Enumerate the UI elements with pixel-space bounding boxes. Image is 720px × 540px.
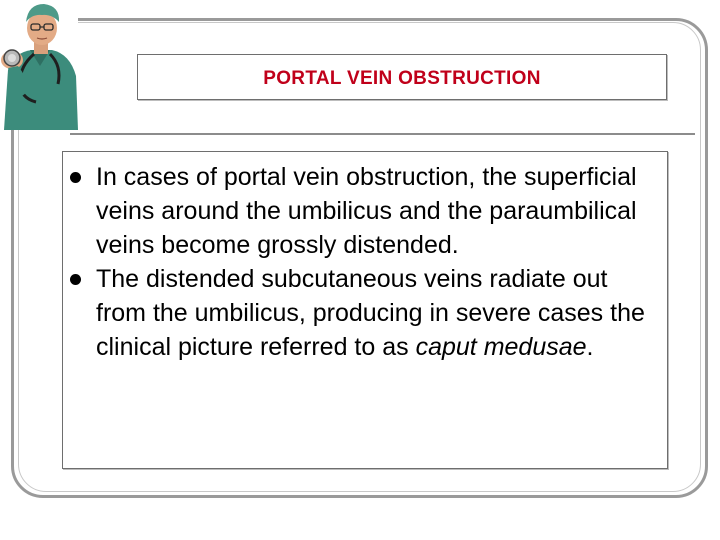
content-box — [62, 151, 668, 469]
bullet-dot-icon — [70, 172, 81, 183]
bullet-italic-term: caput medusae — [415, 333, 587, 361]
bullet-item — [63, 160, 663, 262]
doctor-with-stethoscope-icon — [0, 0, 80, 130]
bullet-item — [63, 262, 663, 364]
bullet-dot-icon — [70, 274, 81, 285]
bullet-text: In cases of portal vein obstruction, the superficial veins around the umbilicus and the paraumbilical veins become grossly distended. — [96, 163, 637, 259]
slide-title: PORTAL VEIN OBSTRUCTION — [263, 68, 541, 89]
title-box — [137, 54, 667, 100]
bullet-text-end: . — [586, 333, 594, 361]
bullet-list — [63, 160, 663, 364]
bullet-text — [96, 265, 645, 361]
title-divider — [70, 133, 695, 135]
bullet-text-part: The distended subcutaneous veins radiate out from the umbilicus, producing in severe cases the clinical picture referred to as — [96, 265, 645, 361]
